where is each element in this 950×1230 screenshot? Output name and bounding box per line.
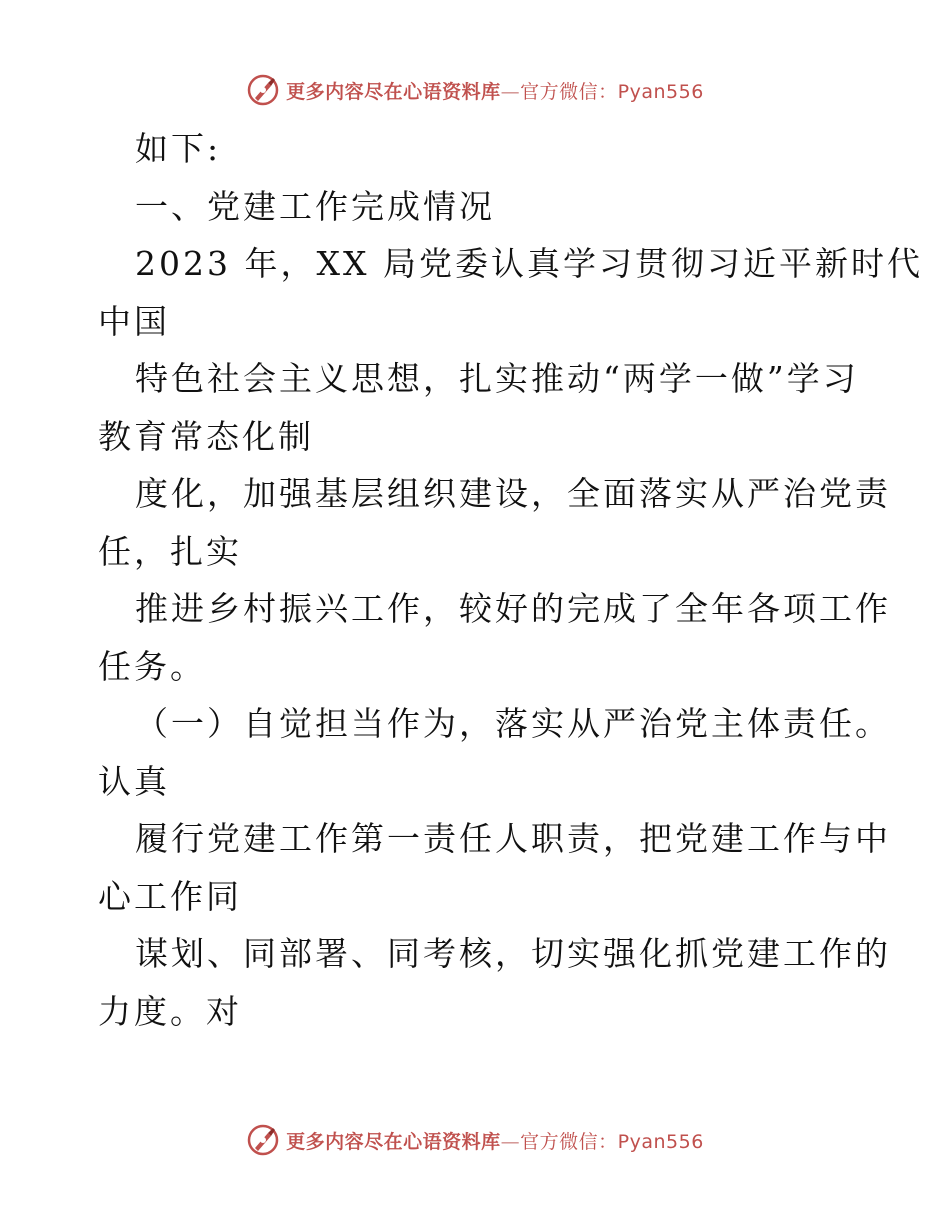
watermark-account: 官方微信：Pyan556 (520, 1130, 704, 1153)
text-line: 认真 (98, 761, 170, 801)
text-line: 任务。 (98, 646, 206, 686)
header-watermark (0, 70, 950, 110)
watermark-separator: — (500, 80, 521, 103)
text-line: 推进乡村振兴工作，较好的完成了全年各项工作 (135, 589, 891, 628)
document-body (98, 120, 923, 1040)
watermark-brand: 更多内容尽在心语资料库 (286, 80, 501, 103)
text-line: 2023 年，XX 局党委认真学习贯彻习近平新时代 (135, 244, 923, 283)
text-line: 度化，加强基层组织建设，全面落实从严治党责 (135, 474, 891, 513)
text-line: 任，扎实 (98, 531, 242, 571)
text-line: 特色社会主义思想，扎实推动“两学一做”学习 (135, 359, 859, 398)
text-line: 心工作同 (98, 876, 242, 916)
text-line: 履行党建工作第一责任人职责，把党建工作与中 (135, 819, 891, 858)
watermark-brand: 更多内容尽在心语资料库 (286, 1130, 501, 1153)
text-line: 谋划、同部署、同考核，切实强化抓党建工作的 (135, 934, 891, 973)
text-line: 中国 (98, 301, 170, 341)
footer-watermark (0, 1120, 950, 1160)
watermark-separator: — (500, 1130, 521, 1153)
pen-logo-icon (246, 1123, 280, 1157)
watermark-account: 官方微信：Pyan556 (520, 80, 704, 103)
pen-logo-icon (246, 73, 280, 107)
text-line: 力度。对 (98, 991, 242, 1031)
watermark-text (286, 77, 704, 104)
text-line: 如下: (135, 129, 222, 168)
text-line: 教育常态化制 (98, 416, 314, 456)
text-line: （一）自觉担当作为，落实从严治党主体责任。 (135, 704, 891, 743)
watermark-text (286, 1127, 704, 1154)
text-line: 一、党建工作完成情况 (135, 186, 495, 226)
